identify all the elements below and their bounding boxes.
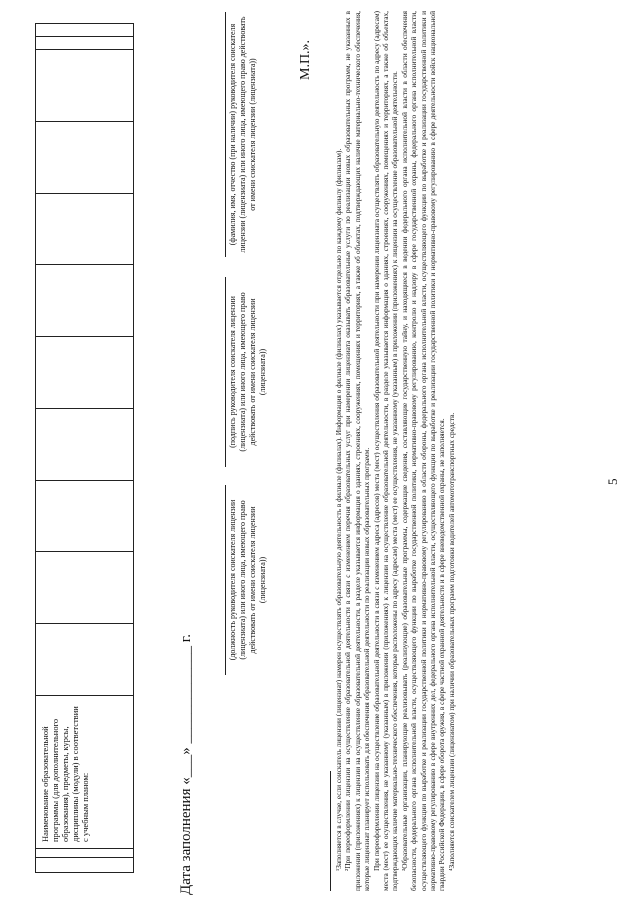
signature-position: (должность руководителя соискателя лицензии (лицензиата) или иного лица, имеющего право действовать от имени соискателя лицензии (лицензиата)) <box>225 485 268 675</box>
footnote-2: ²При переоформлении лицензии на осуществление образовательной деятельности в связи с изменением перечня образовательных услуг при намерении лицензиата оказывать образовательные услуги по реализации новых образовательных программ, не указанных в приложении (приложениях) к лицензии на осуществление образовательной деятельности, в разделе указывается информация о зданиях, строениях, сооружениях, помещениях и территориях, а также об объектах, подтверждающих наличие материально-технического обеспечения, которые лицензиат планирует использовать для обеспечения образовательной деятельности по реализации новых образовательных программ. <box>343 11 372 891</box>
signature-sign: (подпись руководителя соискателя лицензии (лицензиата) или иного лица, имеющего право действовать от имени соискателя лицензии (лицензиата)) <box>225 277 268 467</box>
page-number: 5 <box>605 478 620 485</box>
footnote-4: ⁴Заполняется соискателем лицензии (лицензиатом) при наличии образовательных программ подготовки водителей автомототранспортных средств. <box>446 412 456 871</box>
footnote-2b: При переоформлении лицензии на осуществление образовательной деятельности в связи с изменением адреса (адресов) места (мест) осуществления образовательной деятельности при намерении лицензиата осуществлять образовательную деятельность по адресу (адресам) места (мест) ее осуществления, не указанному (указанным) в приложении (приложениях) к лицензии на осуществление образовательной деятельности, в разделе указывается информация о зданиях, строениях, сооружениях, помещениях и территориях, а также об объектах, подтверждающих наличие материально-технического обеспечения, которые расположены по адресу (адресам) места (мест) ее осуществления, не указанному (указанным) в приложении (приложениях) к лицензии на осуществление образовательной деятельности. <box>371 11 400 891</box>
stamp-label: М.П.». <box>298 39 313 80</box>
program-table <box>35 23 134 873</box>
footnotes <box>330 11 456 891</box>
table-row-header: Наименование образовательной программы (для дополнительного образования), предметы, курсы, дисциплины (модули) в соответствии с учебным планом: <box>36 696 134 849</box>
signature-name: (фамилия, имя, отчество (при наличии) руководителя соискателя лицензии (лицензиата) или иного лица, имеющего право действовать от имени соискателя лицензии (лицензиата)) <box>225 12 258 257</box>
footnote-1: ¹Заполняется в случае, если соискатель лицензии (лицензиат) намерен осуществлять образовательную деятельность в филиале (филиалах). Информация о филиале (филиалах) указывается отдельно по каждому филиалу (филиалам). <box>334 148 343 871</box>
footnote-3: ³Образовательные организации, планирующие реализовывать (реализующие) образовательные программы, содержащие сведения, составляющие государственную тайну, и находящиеся в ведении федерального органа исполнительной власти в области обеспечения безопасности, федерального органа исполнительной власти, осуществляющего функции по выработке государственной политики, нормативно-правовому регулированию, контролю и надзору в сфере государственной охраны, федерального органа исполнительной власти, осуществляющего функции по выработке и реализации государственной политики и нормативно-правовому регулированию в области обороны, федерального органа исполнительной власти, осуществляющего функции по выработке и реализации государственной политики и нормативно-правовому регулированию в сфере внутренних дел, федерального органа исполнительной власти, осуществляющего функции по выработке и реализации государственной политики и нормативно-правовому регулированию в сфере деятельности войск национальной гвардии Российской Федерации, в сфере оборота оружия, в сфере частной охранной деятельности и в сфере вневедомственной охраны, не заполняется. <box>399 11 447 891</box>
footnote-separator <box>330 771 331 891</box>
date-field: Дата заполнения «___» _____________ г. <box>178 634 194 895</box>
